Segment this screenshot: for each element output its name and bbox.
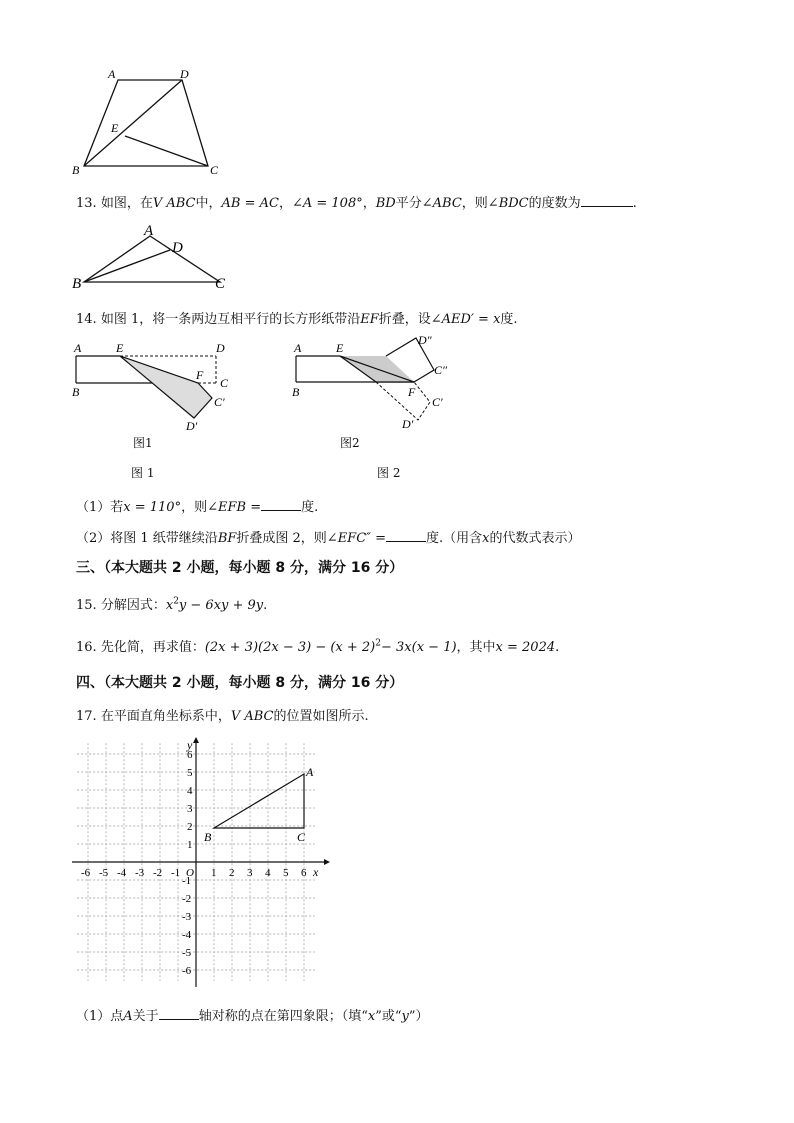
- x-tick-label: 4: [265, 867, 271, 879]
- figure-1-caption: 图 1: [131, 466, 155, 480]
- y-tick-label: 1: [187, 839, 193, 851]
- y-tick-label: 4: [187, 785, 193, 797]
- label-B: B: [72, 276, 82, 292]
- figure-fold-2: [286, 334, 466, 434]
- label-D-prime: D′: [186, 419, 198, 433]
- y-tick-label: -6: [182, 965, 192, 977]
- answer-blank-14-2[interactable]: [386, 529, 426, 542]
- x-tick-label: -3: [135, 867, 145, 879]
- label-B: B: [72, 385, 80, 399]
- x-tick-label: -1: [171, 867, 181, 879]
- label-A: A: [294, 341, 302, 355]
- label-C-prime: C′: [214, 395, 225, 409]
- answer-blank-17-1[interactable]: [159, 1007, 199, 1020]
- x-tick-label: 3: [247, 867, 253, 879]
- label-F: F: [196, 368, 204, 382]
- question-17: 17. 在平面直角坐标系中，V ABC的位置如图所示.: [76, 709, 369, 724]
- answer-blank-13[interactable]: [581, 194, 633, 207]
- x-tick-label: -2: [153, 867, 163, 879]
- section-3-heading: 三、（本大题共 2 小题，每小题 8 分，满分 16 分）: [76, 560, 404, 576]
- y-tick-label: -2: [182, 893, 192, 905]
- label-C-prime: C′: [432, 395, 443, 409]
- label-D: D: [180, 67, 189, 81]
- x-tick-label: 5: [283, 867, 289, 879]
- question-14-part-2: （2）将图 1 纸带继续沿BF折叠成图 2，则∠EFC″ = 度.（用含x的代数式表示）: [76, 531, 581, 546]
- answer-blank-14-1[interactable]: [261, 498, 301, 511]
- label-E: E: [116, 341, 124, 355]
- y-tick-label: 3: [187, 803, 193, 815]
- section-4-heading: 四、（本大题共 2 小题，每小题 8 分，满分 16 分）: [76, 675, 404, 691]
- x-tick-label: 6: [301, 867, 307, 879]
- question-15: 15. 分解因式：$x^2y - 6xy + 9y$.: [76, 596, 268, 613]
- label-F: F: [408, 385, 416, 399]
- label-E: E: [111, 121, 119, 135]
- y-tick-label: 6: [187, 749, 193, 761]
- figure-1-inner-caption: 图1: [133, 436, 153, 450]
- label-E: E: [336, 341, 344, 355]
- label-D: D: [216, 341, 225, 355]
- question-14: 14. 如图 1，将一条两边互相平行的长方形纸带沿EF折叠，设∠AED′ = x度.: [76, 312, 518, 327]
- label-D-double-prime: D″: [418, 334, 432, 347]
- x-tick-label: -6: [81, 867, 91, 879]
- point-A-label: A: [306, 765, 314, 779]
- y-tick-label: 5: [187, 767, 193, 779]
- label-B: B: [72, 163, 80, 177]
- question-14-part-1: （1）若x = 110°，则∠EFB = 度.: [76, 500, 319, 515]
- coordinate-graph: [66, 735, 336, 995]
- origin-label: O: [186, 867, 194, 879]
- point-B-label: B: [204, 830, 212, 844]
- y-tick-label: -4: [182, 929, 192, 941]
- x-tick-label: -4: [117, 867, 127, 879]
- figure-fold-1: [70, 336, 240, 436]
- axis-x-label: x: [313, 865, 319, 879]
- y-tick-label: -1: [182, 875, 192, 887]
- question-16: 16. 先化简，再求值：$(2x + 3)(2x - 3) - (x + 2)^2- 3x(x - 1)$，其中x = 2024.: [76, 638, 560, 655]
- point-C-label: C: [297, 830, 306, 844]
- question-17-part-1: （1）点A关于 轴对称的点在第四象限；（填“x”或“y”）: [76, 1009, 429, 1024]
- label-C: C: [220, 376, 229, 390]
- label-C: C: [215, 276, 226, 292]
- figure-2-caption: 图 2: [377, 466, 401, 480]
- y-tick-label: 2: [187, 821, 193, 833]
- label-B: B: [292, 385, 300, 399]
- label-A: A: [108, 67, 116, 81]
- x-tick-label: 2: [229, 867, 235, 879]
- x-tick-label: 1: [211, 867, 217, 879]
- label-D: D: [172, 240, 183, 256]
- label-C-double-prime: C″: [434, 363, 448, 377]
- figure-trapezoid: [70, 64, 230, 182]
- label-A: A: [74, 341, 82, 355]
- y-tick-label: -3: [182, 911, 192, 923]
- question-13: 13. 如图，在V ABC中，AB = AC，∠A = 108°，BD平分∠ABC，则∠BDC的度数为 .: [76, 196, 637, 211]
- figure-triangle-q13: [70, 222, 240, 292]
- figure-2-inner-caption: 图2: [340, 436, 360, 450]
- axis-y-label: y: [187, 738, 193, 752]
- x-tick-label: -5: [99, 867, 109, 879]
- label-D-prime: D′: [402, 417, 414, 431]
- label-C: C: [210, 163, 219, 177]
- label-A: A: [144, 223, 154, 239]
- y-tick-label: -5: [182, 947, 192, 959]
